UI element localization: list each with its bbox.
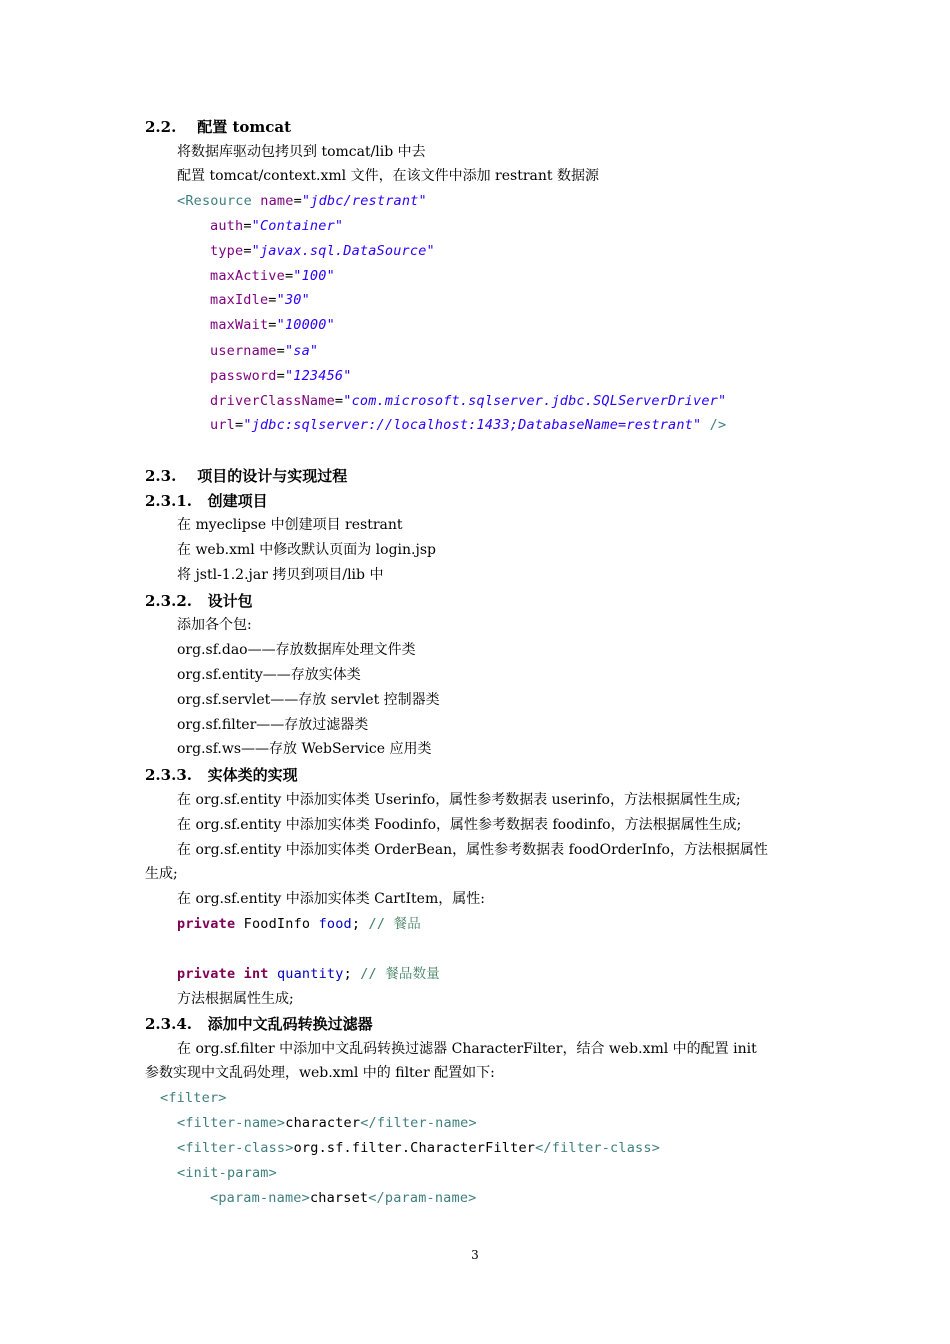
- paragraph-line: 参数实现中文乱码处理，web.xml 中的 filter 配置如下:: [145, 1065, 495, 1081]
- paragraph-line: 将数据库驱动包拷贝到 tomcat/lib 中去: [177, 144, 426, 160]
- paragraph-line: 配置 tomcat/context.xml 文件，在该文件中添加 restrant 数据源: [177, 168, 599, 184]
- code-line-quantity-field: private int quantity; // 餐品数量: [177, 966, 441, 982]
- package-item: org.sf.entity——存放实体类: [177, 667, 361, 683]
- paragraph-line: 生成;: [145, 866, 178, 882]
- code-line-init-param: <init-param>: [177, 1165, 277, 1181]
- section-heading-2-3-4: 2.3.4. 添加中文乱码转换过滤器: [145, 1015, 373, 1033]
- page-number: 3: [471, 1248, 479, 1262]
- section-heading-2-3-3: 2.3.3. 实体类的实现: [145, 766, 298, 784]
- section-heading-2-3-1: 2.3.1. 创建项目: [145, 492, 268, 510]
- paragraph-line: 在 org.sf.entity 中添加实体类 CartItem，属性:: [177, 891, 485, 907]
- code-line-param-name: <param-name>charset</param-name>: [210, 1190, 477, 1206]
- code-line-attr: type="javax.sql.DataSource": [210, 243, 435, 259]
- section-heading-2-3-2: 2.3.2. 设计包: [145, 592, 253, 610]
- paragraph-line: 在 web.xml 中修改默认页面为 login.jsp: [177, 542, 436, 558]
- section-heading-2-2: 2.2. 配置 tomcat: [145, 118, 292, 136]
- code-line-attr: maxWait="10000": [210, 317, 335, 333]
- paragraph-line: 将 jstl-1.2.jar 拷贝到项目/lib 中: [177, 567, 384, 583]
- paragraph-line: 在 org.sf.entity 中添加实体类 Userinfo，属性参考数据表 userinfo，方法根据属性生成;: [177, 792, 741, 808]
- package-item: org.sf.servlet——存放 servlet 控制器类: [177, 692, 440, 708]
- code-line-attr: username="sa": [210, 343, 319, 359]
- section-heading-2-3: 2.3. 项目的设计与实现过程: [145, 467, 348, 485]
- code-line-attr: auth="Container": [210, 218, 344, 234]
- code-line-attr: driverClassName="com.microsoft.sqlserver.jdbc.SQLServerDriver": [210, 393, 727, 409]
- code-line-filter-open: <filter>: [160, 1090, 227, 1106]
- paragraph-line: 方法根据属性生成;: [177, 991, 294, 1007]
- paragraph-line: 在 org.sf.entity 中添加实体类 Foodinfo，属性参考数据表 foodinfo，方法根据属性生成;: [177, 817, 742, 833]
- paragraph-line: 添加各个包:: [177, 617, 252, 633]
- code-line-attr: maxActive="100": [210, 268, 335, 284]
- package-item: org.sf.filter——存放过滤器类: [177, 717, 369, 733]
- paragraph-line: 在 myeclipse 中创建项目 restrant: [177, 517, 403, 533]
- code-line-attr: url="jdbc:sqlserver://localhost:1433;DatabaseName=restrant" />: [210, 417, 727, 433]
- code-line-attr: maxIdle="30": [210, 292, 310, 308]
- code-line-filter-name: <filter-name>character</filter-name>: [177, 1115, 477, 1131]
- code-line-attr: password="123456": [210, 368, 352, 384]
- code-line-filter-class: <filter-class>org.sf.filter.CharacterFilter</filter-class>: [177, 1140, 661, 1156]
- code-line-resource-open: <Resource name="jdbc/restrant": [177, 193, 427, 209]
- code-line-food-field: private FoodInfo food; // 餐品: [177, 916, 421, 932]
- paragraph-line: 在 org.sf.filter 中添加中文乱码转换过滤器 CharacterFilter，结合 web.xml 中的配置 init: [177, 1041, 757, 1057]
- package-item: org.sf.ws——存放 WebService 应用类: [177, 741, 432, 757]
- package-item: org.sf.dao——存放数据库处理文件类: [177, 642, 416, 658]
- paragraph-line: 在 org.sf.entity 中添加实体类 OrderBean，属性参考数据表 foodOrderInfo，方法根据属性: [177, 842, 768, 858]
